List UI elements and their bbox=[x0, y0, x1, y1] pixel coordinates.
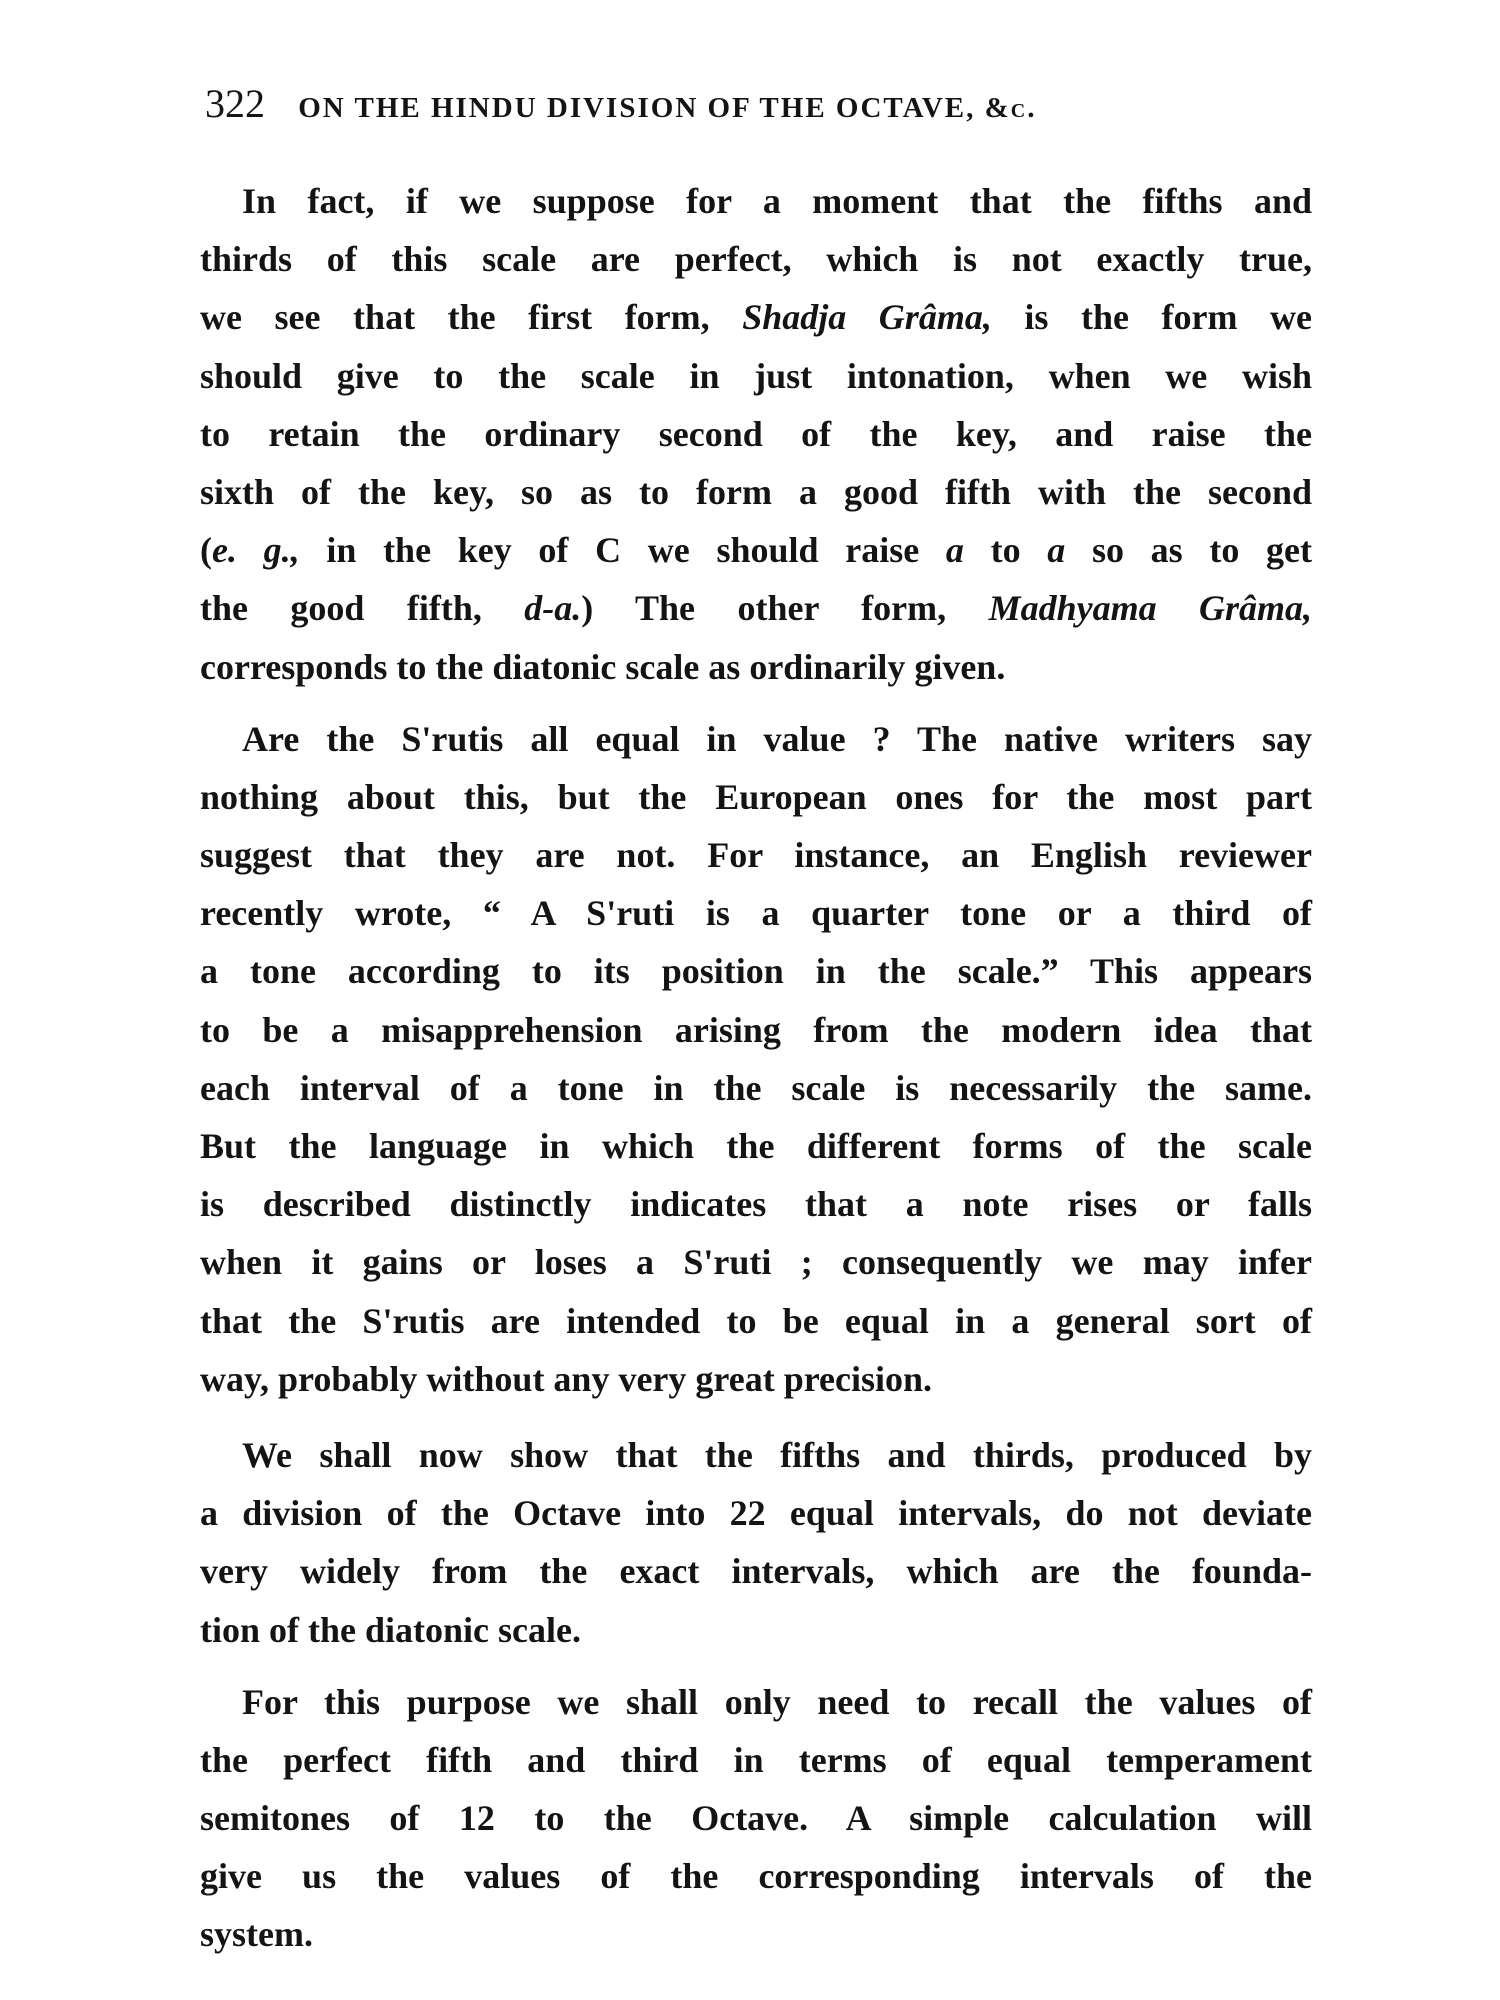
text-line: to retain the ordinary second of the key, and raise the bbox=[200, 413, 1312, 454]
text-line: For this purpose we shall only need to recall the values of bbox=[242, 1681, 1312, 1722]
text-line: suggest that they are not. For instance, an English reviewer bbox=[200, 835, 1312, 876]
text-line: very widely from the exact intervals, which are the founda- bbox=[200, 1551, 1312, 1592]
running-title: ON THE HINDU DIVISION OF THE OCTAVE, &c. bbox=[298, 92, 1037, 124]
page-number: 322 bbox=[205, 81, 265, 126]
text-line: We shall now show that the fifths and thirds, produced by bbox=[242, 1434, 1312, 1475]
text-line: is described distinctly indicates that a note rises or falls bbox=[200, 1184, 1312, 1225]
text-line: should give to the scale in just intonation, when we wish bbox=[200, 355, 1312, 396]
paragraph-4 bbox=[200, 1673, 1312, 1964]
text-line: nothing about this, but the European ones for the most part bbox=[200, 776, 1312, 817]
text-line: the good fifth, d-a.) The other form, Madhyama Grâma, bbox=[200, 588, 1313, 629]
running-header bbox=[205, 80, 1295, 127]
italic-text: d-a. bbox=[524, 588, 582, 629]
text-line: a division of the Octave into 22 equal intervals, do not deviate bbox=[200, 1493, 1312, 1534]
text-line: sixth of the key, so as to form a good fifth with the second bbox=[200, 471, 1312, 512]
italic-text: e. g., bbox=[212, 530, 300, 571]
text-line: when it gains or loses a S'ruti ; consequently we may infer bbox=[200, 1242, 1312, 1283]
text-line: Are the S'rutis all equal in value ? The native writers say bbox=[242, 718, 1312, 759]
text-line: system. bbox=[200, 1914, 313, 1955]
italic-text: Madhyama Grâma, bbox=[988, 588, 1313, 629]
text-line: (e. g., in the key of C we should raise a to a so as to get bbox=[200, 530, 1312, 571]
text-line: give us the values of the corresponding intervals of the bbox=[200, 1856, 1312, 1897]
paragraph-1 bbox=[200, 172, 1312, 696]
text-line: recently wrote, “ A S'ruti is a quarter tone or a third of bbox=[200, 893, 1312, 934]
text-line: semitones of 12 to the Octave. A simple calculation will bbox=[200, 1798, 1312, 1839]
text-line: we see that the first form, Shadja Grâma, is the form we bbox=[200, 297, 1312, 338]
text-line: But the language in which the different forms of the scale bbox=[200, 1126, 1312, 1166]
italic-text: Shadja Grâma, bbox=[742, 297, 992, 338]
text-line: the perfect fifth and third in terms of equal temperament bbox=[200, 1739, 1312, 1780]
text-line: a tone according to its position in the scale.” This appears bbox=[200, 951, 1312, 992]
text-line: way, probably without any very great precision. bbox=[200, 1358, 933, 1399]
italic-text: a bbox=[1047, 530, 1066, 571]
italic-text: a bbox=[945, 530, 964, 571]
text-line: each interval of a tone in the scale is necessarily the same. bbox=[200, 1067, 1312, 1108]
text-line: In fact, if we suppose for a moment that the fifths and bbox=[242, 181, 1312, 221]
paragraph-3 bbox=[200, 1426, 1312, 1659]
text-line: to be a misapprehension arising from the modern idea that bbox=[200, 1009, 1312, 1050]
text-line: thirds of this scale are perfect, which is not exactly true, bbox=[200, 239, 1312, 280]
text-line: corresponds to the diatonic scale as ordinarily given. bbox=[200, 646, 1006, 687]
text-line: that the S'rutis are intended to be equal in a general sort of bbox=[200, 1300, 1312, 1341]
body-text bbox=[200, 172, 1312, 1978]
text-line: tion of the diatonic scale. bbox=[200, 1609, 581, 1650]
paragraph-2 bbox=[200, 710, 1312, 1408]
